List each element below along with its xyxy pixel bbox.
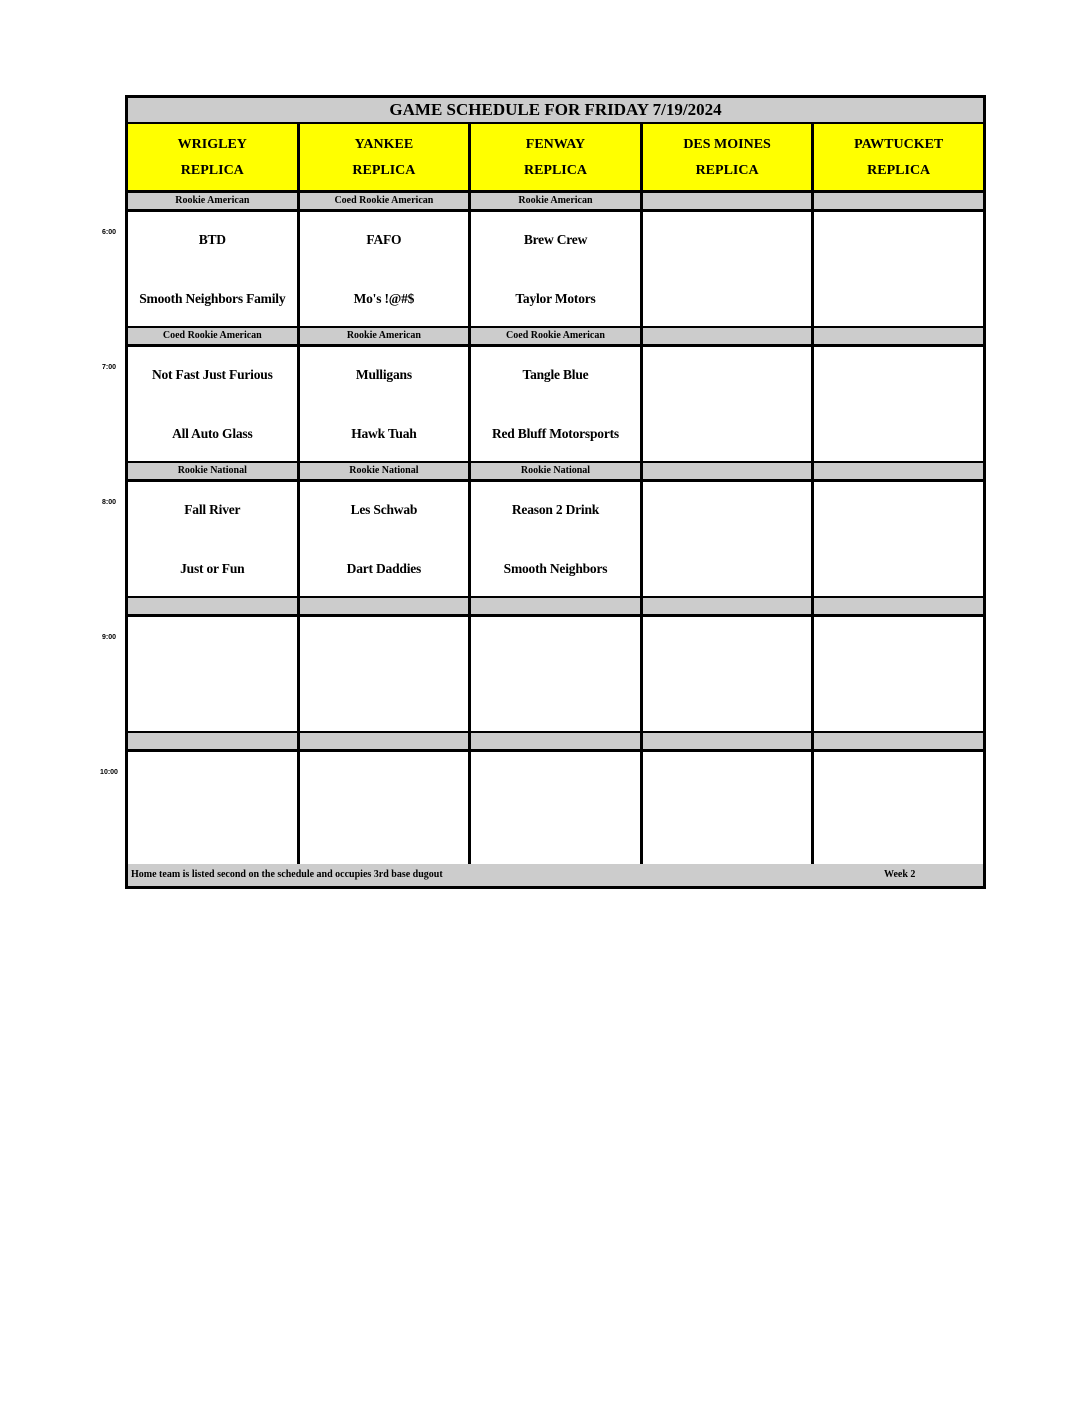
game-cell-pawtucket — [814, 752, 983, 866]
time-slot — [128, 463, 983, 599]
field-header-wrigley — [128, 124, 300, 190]
division-row — [128, 733, 983, 752]
game-cell-wrigley — [128, 212, 300, 326]
time-slot — [128, 598, 983, 734]
game-cell-yankee — [300, 212, 472, 326]
division-label-yankee — [300, 598, 472, 614]
game-cell-pawtucket — [814, 347, 983, 461]
game-row — [128, 212, 983, 329]
away-team: Les Schwab — [350, 502, 418, 517]
field-header-row — [128, 124, 983, 193]
game-cell-fenway — [471, 482, 643, 596]
division-label-wrigley: Rookie American — [128, 193, 300, 209]
division-row — [128, 193, 983, 212]
game-cell-fenway — [471, 212, 643, 326]
division-label-fenway: Rookie American — [471, 193, 643, 209]
field-name: PAWTUCKET — [854, 137, 944, 152]
away-team: BTD — [198, 232, 226, 247]
division-label-pawtucket — [814, 733, 983, 749]
time-slot — [128, 193, 983, 329]
field-subtitle: REPLICA — [695, 163, 759, 178]
home-team: Mo's !@#$ — [353, 291, 415, 306]
time-label: 9:00 — [101, 634, 116, 641]
division-row — [128, 328, 983, 347]
division-label-des-moines — [643, 598, 815, 614]
game-cell-yankee — [300, 347, 472, 461]
time-slot — [128, 328, 983, 464]
field-header-des-moines — [643, 124, 815, 190]
division-label-pawtucket — [814, 598, 983, 614]
division-label-wrigley — [128, 733, 300, 749]
home-team: Just or Fun — [180, 561, 245, 576]
home-team: All Auto Glass — [172, 426, 253, 441]
game-cell-des-moines — [643, 617, 815, 731]
division-label-wrigley — [128, 598, 300, 614]
game-cell-yankee — [300, 752, 472, 866]
game-row — [128, 482, 983, 599]
division-row — [128, 463, 983, 482]
division-label-pawtucket — [814, 193, 983, 209]
schedule-sheet — [125, 95, 986, 889]
field-subtitle: REPLICA — [523, 163, 587, 178]
division-label-yankee — [300, 733, 472, 749]
game-row — [128, 617, 983, 734]
time-label: 10:00 — [100, 769, 118, 776]
division-label-wrigley: Coed Rookie American — [128, 328, 300, 344]
time-slot — [128, 733, 983, 869]
home-team-note: Home team is listed second on the schedule and occupies 3rd base dugout — [131, 869, 443, 880]
away-team: Brew Crew — [523, 232, 588, 247]
game-cell-yankee — [300, 482, 472, 596]
game-cell-pawtucket — [814, 212, 983, 326]
division-label-yankee: Coed Rookie American — [300, 193, 472, 209]
field-subtitle: REPLICA — [867, 163, 931, 178]
schedule-footer — [128, 864, 983, 886]
time-label: 8:00 — [101, 499, 116, 506]
game-cell-wrigley — [128, 752, 300, 866]
game-cell-fenway — [471, 752, 643, 866]
field-subtitle: REPLICA — [180, 163, 244, 178]
time-label: 7:00 — [101, 364, 116, 371]
away-team: Tangle Blue — [522, 367, 589, 382]
schedule-title: GAME SCHEDULE FOR FRIDAY 7/19/2024 — [128, 98, 983, 124]
game-cell-wrigley — [128, 347, 300, 461]
game-row — [128, 752, 983, 869]
game-cell-wrigley — [128, 617, 300, 731]
time-label: 6:00 — [101, 229, 116, 236]
division-label-des-moines — [643, 463, 815, 479]
home-team: Taylor Motors — [515, 291, 596, 306]
field-header-fenway — [471, 124, 643, 190]
division-label-yankee: Rookie American — [300, 328, 472, 344]
home-team: Red Bluff Motorsports — [491, 426, 619, 441]
game-cell-des-moines — [643, 752, 815, 866]
division-row — [128, 598, 983, 617]
game-cell-fenway — [471, 347, 643, 461]
division-label-pawtucket — [814, 463, 983, 479]
home-team: Smooth Neighbors — [503, 561, 608, 576]
division-label-fenway — [471, 598, 643, 614]
week-label: Week 2 — [884, 869, 916, 880]
game-cell-des-moines — [643, 212, 815, 326]
field-name: YANKEE — [354, 137, 414, 152]
game-cell-des-moines — [643, 347, 815, 461]
home-team: Hawk Tuah — [351, 426, 417, 441]
field-header-pawtucket — [814, 124, 983, 190]
game-cell-pawtucket — [814, 482, 983, 596]
away-team: Fall River — [184, 502, 241, 517]
field-name: DES MOINES — [683, 137, 771, 152]
game-row — [128, 347, 983, 464]
away-team: FAFO — [366, 232, 402, 247]
division-label-yankee: Rookie National — [300, 463, 472, 479]
game-cell-pawtucket — [814, 617, 983, 731]
division-label-fenway — [471, 733, 643, 749]
field-name: WRIGLEY — [177, 137, 247, 152]
away-team: Not Fast Just Furious — [151, 367, 273, 382]
field-header-yankee — [300, 124, 472, 190]
away-team: Reason 2 Drink — [511, 502, 600, 517]
game-cell-des-moines — [643, 482, 815, 596]
division-label-des-moines — [643, 733, 815, 749]
division-label-fenway: Coed Rookie American — [471, 328, 643, 344]
game-cell-yankee — [300, 617, 472, 731]
home-team: Smooth Neighbors Family — [139, 291, 286, 306]
home-team: Dart Daddies — [346, 561, 422, 576]
division-label-pawtucket — [814, 328, 983, 344]
division-label-des-moines — [643, 328, 815, 344]
field-name: FENWAY — [525, 137, 586, 152]
away-team: Mulligans — [355, 367, 412, 382]
division-label-fenway: Rookie National — [471, 463, 643, 479]
field-subtitle: REPLICA — [352, 163, 416, 178]
division-label-des-moines — [643, 193, 815, 209]
game-cell-fenway — [471, 617, 643, 731]
game-cell-wrigley — [128, 482, 300, 596]
division-label-wrigley: Rookie National — [128, 463, 300, 479]
